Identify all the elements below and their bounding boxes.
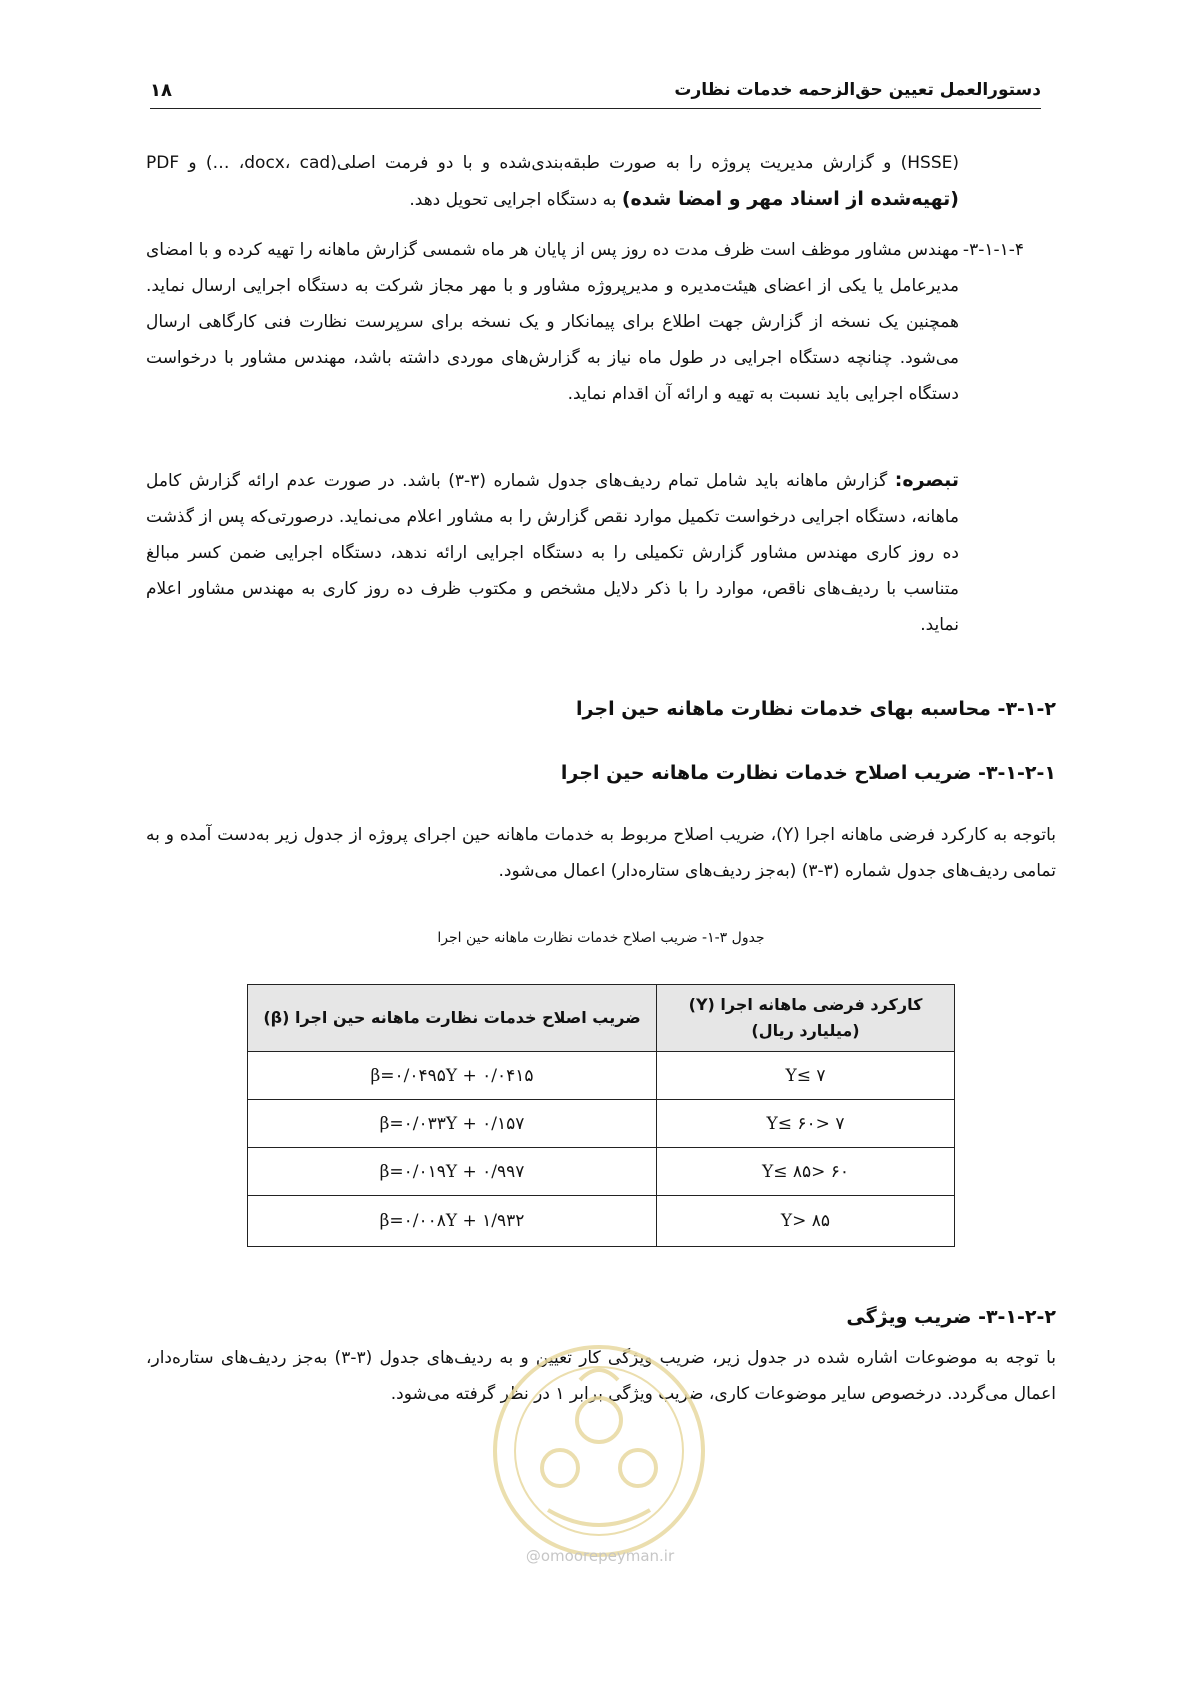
heading-feature-coefficient: ۳-۱-۲-۲- ضریب ویژگی — [846, 1306, 1056, 1328]
hsse-bold-text: (تهیه‌شده از اسناد مهر و امضا شده) — [621, 188, 959, 210]
note-paragraph — [146, 462, 959, 643]
hsse-tail-text: به دستگاه اجرایی تحویل دهد. — [409, 190, 622, 210]
paragraph-y: باتوجه به کارکرد فرضی ماهانه اجرا (Y)، ضریب اصلاح مربوط به خدمات ماهانه حین اجرای پروژه از جدول زیر به‌دست آمده و به تمامی ردیف‌های جدول شماره (۳-۳) (به‌جز ردیف‌های ستاره‌دار) اعمال می‌شود. — [146, 825, 1056, 881]
watermark-seal-icon — [488, 1340, 710, 1562]
formula-cell: β=۰/۰۰۸Y + ۱/۹۳۲ — [248, 1196, 657, 1247]
table-row — [248, 1100, 955, 1148]
note-text: گزارش ماهانه باید شامل تمام ردیف‌های جدول شماره (۳-۳) باشد. در صورت عدم ارائه گزارش کامل ماهانه، دستگاه اجرایی درخواست تکمیل موارد نقص گزارش را به مشاور اعلام می‌نماید. درصورتی‌که پس از گذشت ده روز کاری مهندس مشاور گزارش تکمیلی را به دستگاه اجرایی ارائه ندهد، دستگاه اجرایی ضمن کسر مبالغ متناسب با ردیف‌های ناقص، موارد را با ذکر دلایل مشخص و مکتوب ظرف ده روز کاری به مهندس مشاور اعلام نماید. — [146, 471, 959, 635]
range-cell: Y≤ ۷ — [657, 1052, 955, 1100]
item-text: مهندس مشاور موظف است ظرف مدت ده روز پس از پایان هر ماه شمسی گزارش ماهانه را تهیه کرده و با امضای مدیرعامل یا یکی از اعضای هیئت‌مدیره و مدیرپروژه مشاور و با مهر مجاز شرکت به دستگاه اجرایی ارسال نماید. همچنین یک نسخه از گزارش جهت اطلاع برای پیمانکار و یک نسخه برای سرپرست نظارت فنی کارگاهی ارسال می‌شود. چنانچه دستگاه اجرایی در طول ماه نیاز به گزارش‌های موردی داشته باشد، مهندس مشاور با درخواست دستگاه اجرایی باید نسبت به تهیه و ارائه آن اقدام نماید. — [146, 240, 959, 404]
formula-cell: β=۰/۰۳۳Y + ۰/۱۵۷ — [248, 1100, 657, 1148]
table-row — [248, 1148, 955, 1196]
formula-cell: β=۰/۰۴۹۵Y + ۰/۰۴۱۵ — [248, 1052, 657, 1100]
header-y-line1: کارکرد فرضی ماهانه اجرا (Y) — [688, 995, 923, 1014]
numbered-item — [146, 232, 1024, 412]
hsse-text: (HSSE) و گزارش مدیریت پروژه را به صورت طبقه‌بندی‌شده و با دو فرمت اصلی(docx، cad، …) و PDF — [146, 153, 959, 173]
document-title: دستورالعمل تعیین حق‌الزحمه خدمات نظارت — [674, 80, 1041, 100]
coefficient-table — [247, 984, 955, 1247]
formula-cell: β=۰/۰۱۹Y + ۰/۹۹۷ — [248, 1148, 657, 1196]
table-row — [248, 1196, 955, 1247]
header-beta: ضریب اصلاح خدمات نظارت ماهانه حین اجرا (β) — [248, 985, 657, 1052]
heading-correction-coefficient: ۳-۱-۲-۱- ضریب اصلاح خدمات نظارت ماهانه حین اجرا — [560, 762, 1056, 784]
paragraph-hsse — [146, 145, 959, 218]
header-monthly-y — [657, 985, 955, 1052]
note-label: تبصره: — [894, 469, 959, 491]
table-caption: جدول ۳-۱- ضریب اصلاح خدمات نظارت ماهانه حین اجرا — [437, 930, 765, 946]
page-header — [150, 72, 1041, 109]
range-cell: ۷ <Y≤ ۶۰ — [657, 1100, 955, 1148]
range-cell: ۶۰ <Y≤ ۸۵ — [657, 1148, 955, 1196]
table-row — [248, 1052, 955, 1100]
range-cell: Y> ۸۵ — [657, 1196, 955, 1247]
heading-monthly-calculation: ۳-۱-۲- محاسبه بهای خدمات نظارت ماهانه حین اجرا — [576, 698, 1056, 720]
header-y-line2: (میلیارد ریال) — [751, 1021, 860, 1040]
watermark-site-text: @omoorepeyman.ir — [525, 1547, 675, 1565]
paragraph-feature: با توجه به موضوعات اشاره شده در جدول زیر، ضریب ویژگی کار تعیین و به ردیف‌های جدول (۳-۳) به‌جز ردیف‌های ستاره‌دار، اعمال می‌گردد. درخصوص سایر موضوعات کاری، ضریب ویژگی برابر ۱ در نظر گرفته می‌شود. — [146, 1348, 1056, 1404]
item-number: ۳-۱-۱-۴- — [962, 240, 1024, 260]
page-number: ۱۸ — [150, 79, 172, 101]
